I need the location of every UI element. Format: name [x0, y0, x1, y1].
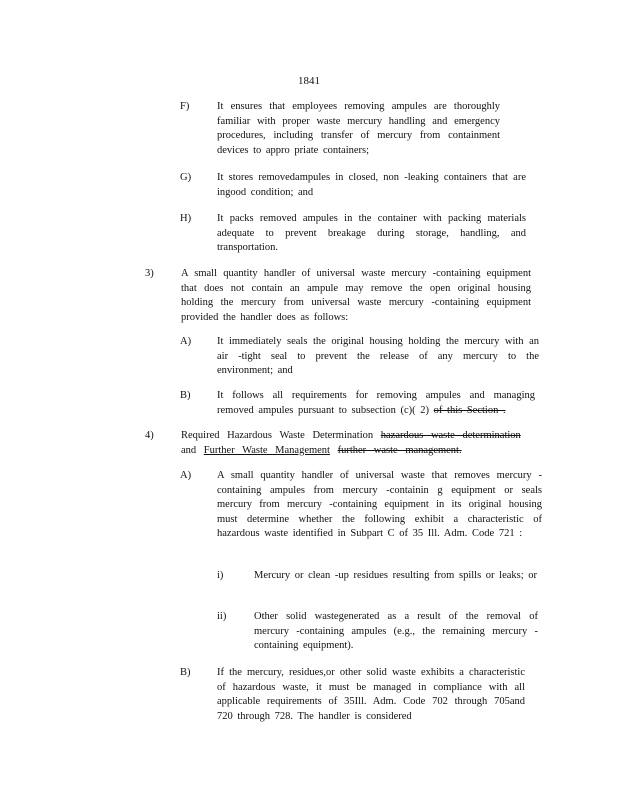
item-text-3: A small quantity handler of universal waste mercury -containing equipment that does not contain an ampule may remove the open original housing holding the mercury from universal waste mercury -containing equipment provided the handler does as follows:: [181, 268, 531, 323]
struck-text: of this Section .: [433, 404, 506, 416]
item-label-b2: B): [180, 667, 191, 678]
item-text-a1: It immediately seals the original housing holding the mercury with an air -tight seal to prevent the release of any mercury to the environment; and: [217, 336, 539, 377]
section-heading: Required Hazardous Waste Determination: [181, 430, 374, 441]
item-text-g: It stores removedampules in closed, non -leaking containers that are ingood condition; and: [217, 172, 526, 198]
page-number: 1841: [298, 75, 320, 87]
item-text-b1: [217, 389, 535, 418]
item-text-b1-main: It follows all requirements for removing ampules and managing removed ampules pursuant to subsection (c)( 2): [217, 390, 535, 416]
item-label-g: G): [180, 172, 192, 183]
struck-text: hazardous waste determination: [380, 430, 521, 441]
item-label-h: H): [180, 213, 192, 224]
item-text-4: [181, 429, 541, 458]
item-label-f: F): [180, 101, 190, 112]
item-text-i: Mercury or clean -up residues resulting from spills or leaks; or: [254, 570, 538, 581]
item-label-i: i): [217, 570, 224, 581]
item-label-ii: ii): [217, 611, 227, 622]
struck-text: further waste management.: [337, 444, 462, 456]
item-text-f: It ensures that employees removing ampules are thoroughly familiar with proper waste mercury handling and emergency procedures, including transfer of mercury from containment devices to appro priate containers;: [217, 101, 500, 156]
item-label-b1: B): [180, 390, 191, 401]
item-label-4: 4): [145, 430, 154, 441]
item-text-h: It packs removed ampules in the container with packing materials adequate to prevent breakage during storage, handling, and transportation.: [217, 213, 526, 254]
item-text-b2: If the mercury, residues,or other solid waste exhibits a characteristic of hazardous waste, it must be managed in compliance with all applicable requirements of 35Ill. Adm. Code 702 through 705and 720 through 728. The handler is considered: [217, 667, 525, 722]
item-label-3: 3): [145, 268, 154, 279]
item-label-a1: A): [180, 336, 192, 347]
item-label-a2: A): [180, 470, 192, 481]
item-text-4-and: and: [181, 444, 197, 456]
underlined-text: Further Waste Management: [203, 444, 330, 456]
item-text-a2: A small quantity handler of universal waste that removes mercury -containing ampules from mercury -containin g equipment or seals mercury from mercury -containing equipment in its original housing must determine whether the following exhibit a characteristic of hazardous waste identified in Subpart C of 35 Ill. Adm. Code 721 :: [217, 470, 542, 540]
item-text-ii: Other solid wastegenerated as a result of the removal of mercury -containing ampules (e.g., the remaining mercury -containing equipment).: [254, 611, 538, 652]
